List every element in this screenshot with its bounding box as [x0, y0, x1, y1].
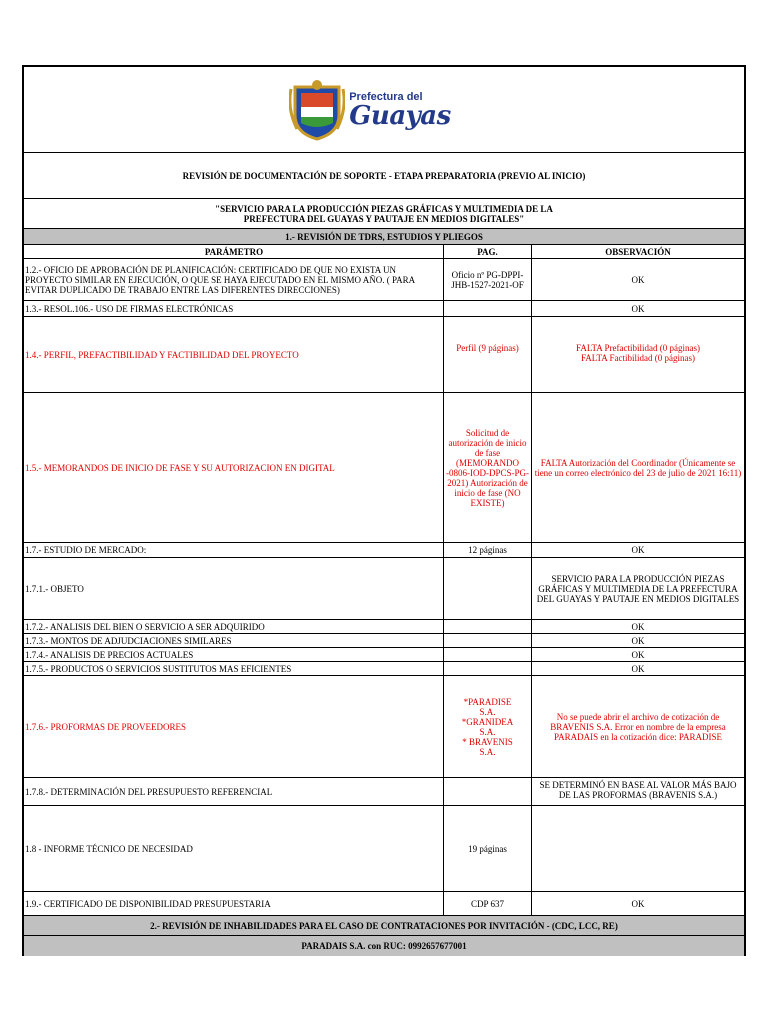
- logo-text-line2: Guayas: [349, 100, 451, 131]
- row-param: 1.2.- OFICIO DE APROBACIÓN DE PLANIFICACIÓN: CERTIFICADO DE QUE NO EXISTA UN PROYECTO SIMILAR EN EJECUCIÓN, O QUE SE HAYA EJECUTADO EN EL MISMO AÑO. ( PARA EVITAR DUPLICADO DE TRABAJO ENTRE LAS DIFERENTES DIRECCIONES): [24, 259, 444, 300]
- table-row: [24, 393, 744, 543]
- table-row: [24, 634, 744, 648]
- row-obs: OK: [631, 303, 645, 314]
- row-obs: OK: [631, 898, 645, 909]
- header-page: PAG.: [444, 245, 532, 258]
- row-page: [444, 778, 532, 805]
- row-param: 1.9.- CERTIFICADO DE DISPONIBILIDAD PRESUPUESTARIA: [24, 892, 444, 915]
- row-page: [444, 558, 532, 619]
- table-row: [24, 558, 744, 620]
- table-row: [24, 620, 744, 634]
- table-row: [24, 778, 744, 806]
- row-page: 19 páginas: [444, 806, 532, 891]
- row-page: [444, 648, 532, 661]
- footer-row: [24, 936, 744, 956]
- row-page: [444, 662, 532, 675]
- logo-text-line1: Prefectura del: [349, 90, 423, 103]
- row-param: 1.7.5.- PRODUCTOS O SERVICIOS SUSTITUTOS MAS EFICIENTES: [24, 662, 444, 675]
- table-row: [24, 648, 744, 662]
- row-param: 1.7.6.- PROFORMAS DE PROVEEDORES: [24, 676, 444, 777]
- header-row: [24, 245, 744, 259]
- prefectura-logo: [270, 67, 470, 153]
- row-obs: SERVICIO PARA LA PRODUCCIÓN PIEZAS GRÁFICAS Y MULTIMEDIA DE LA PREFECTURA DEL GUAYAS Y PAUTAJE EN MEDIOS DIGITALES: [536, 573, 740, 604]
- row-page: [444, 620, 532, 633]
- logo-row: [24, 67, 744, 153]
- row-param: 1.7.4.- ANALISIS DE PRECIOS ACTUALES: [24, 648, 444, 661]
- coat-of-arms-icon: [289, 79, 345, 141]
- table-row: [24, 662, 744, 676]
- row-param: 1.7.3.- MONTOS DE ADJUDCIACIONES SIMILARES: [24, 634, 444, 647]
- document-title: REVISIÓN DE DOCUMENTACIÓN DE SOPORTE - ETAPA PREPARATORIA (PREVIO AL INICIO): [182, 170, 586, 181]
- row-obs: FALTA Prefactibilidad (0 páginas) FALTA Factibilidad (0 páginas): [575, 343, 700, 363]
- row-param: 1.4.- PERFIL, PREFACTIBILIDAD Y FACTIBILIDAD DEL PROYECTO: [24, 317, 444, 392]
- section1-title: 1.- REVISIÓN DE TDRS, ESTUDIOS Y PLIEGOS: [285, 231, 483, 242]
- row-param: 1.7.2.- ANALISIS DEL BIEN O SERVICIO A SER ADQUIRIDO: [24, 620, 444, 633]
- row-page: *PARADISE S.A. *GRANIDEA S.A. * BRAVENIS S.A.: [444, 676, 532, 777]
- service-title: "SERVICIO PARA LA PRODUCCIÓN PIEZAS GRÁFICAS Y MULTIMEDIA DE LA PREFECTURA DEL GUAYAS Y PAUTAJE EN MEDIOS DIGITALES": [215, 203, 553, 224]
- row-obs: SE DETERMINÓ EN BASE AL VALOR MÁS BAJO DE LAS PROFORMAS (BRAVENIS S.A.): [539, 780, 737, 800]
- table-row: [24, 301, 744, 317]
- header-param: PARÁMETRO: [24, 245, 444, 258]
- row-obs: [532, 806, 744, 891]
- row-page: CDP 637: [444, 892, 532, 915]
- company-ruc: PARADAIS S.A. con RUC: 0992657677001: [301, 941, 467, 951]
- row-param: 1.5.- MEMORANDOS DE INICIO DE FASE Y SU AUTORIZACION EN DIGITAL: [24, 393, 444, 542]
- row-param: 1.3.- RESOL.106.- USO DE FIRMAS ELECTRÓNICAS: [24, 301, 444, 316]
- table-row: [24, 806, 744, 892]
- service-title-row: [24, 199, 744, 229]
- row-page: [444, 301, 532, 316]
- row-obs: No se puede abrir el archivo de cotización de BRAVENIS S.A. Error en nombre de la empresa PARADAIS en la cotización dice: PARADISE: [550, 711, 726, 742]
- row-obs: OK: [631, 274, 645, 285]
- row-page: Solicitud de autorización de inicio de fase (MEMORANDO -0806-IOD-DPCS-PG-2021) Autorización de inicio de fase (NO EXISTE): [444, 393, 532, 542]
- table-row: [24, 676, 744, 778]
- table-row: [24, 259, 744, 301]
- row-page: 12 páginas: [444, 543, 532, 557]
- section2-row: [24, 916, 744, 936]
- row-obs: OK: [631, 635, 645, 646]
- row-param: 1.8 - INFORME TÉCNICO DE NECESIDAD: [24, 806, 444, 891]
- row-obs: OK: [631, 621, 645, 632]
- section1-row: [24, 229, 744, 245]
- table-row: [24, 317, 744, 393]
- header-obs: OBSERVACIÓN: [605, 246, 671, 257]
- table-row: [24, 892, 744, 916]
- row-param: 1.7.8.- DETERMINACIÓN DEL PRESUPUESTO REFERENCIAL: [24, 778, 444, 805]
- document-sheet: [22, 65, 746, 956]
- row-obs: OK: [631, 545, 645, 555]
- row-page: Oficio nº PG-DPPI-JHB-1527-2021-OF: [444, 259, 532, 300]
- row-obs: OK: [631, 663, 645, 674]
- row-param: 1.7.1.- OBJETO: [24, 558, 444, 619]
- row-param: 1.7.- ESTUDIO DE MERCADO:: [24, 543, 444, 557]
- row-obs: FALTA Autorización del Coordinador (Únicamente se tiene un correo electrónico del 23 de julio de 2021 16:11): [534, 457, 742, 478]
- row-page: Perfil (9 páginas): [444, 317, 532, 392]
- table-row: [24, 543, 744, 558]
- row-page: [444, 634, 532, 647]
- row-obs: OK: [631, 649, 645, 660]
- title-row: [24, 153, 744, 199]
- section2-title: 2.- REVISIÓN DE INHABILIDADES PARA EL CASO DE CONTRATACIONES POR INVITACIÓN - (CDC, LCC, RE): [150, 920, 618, 931]
